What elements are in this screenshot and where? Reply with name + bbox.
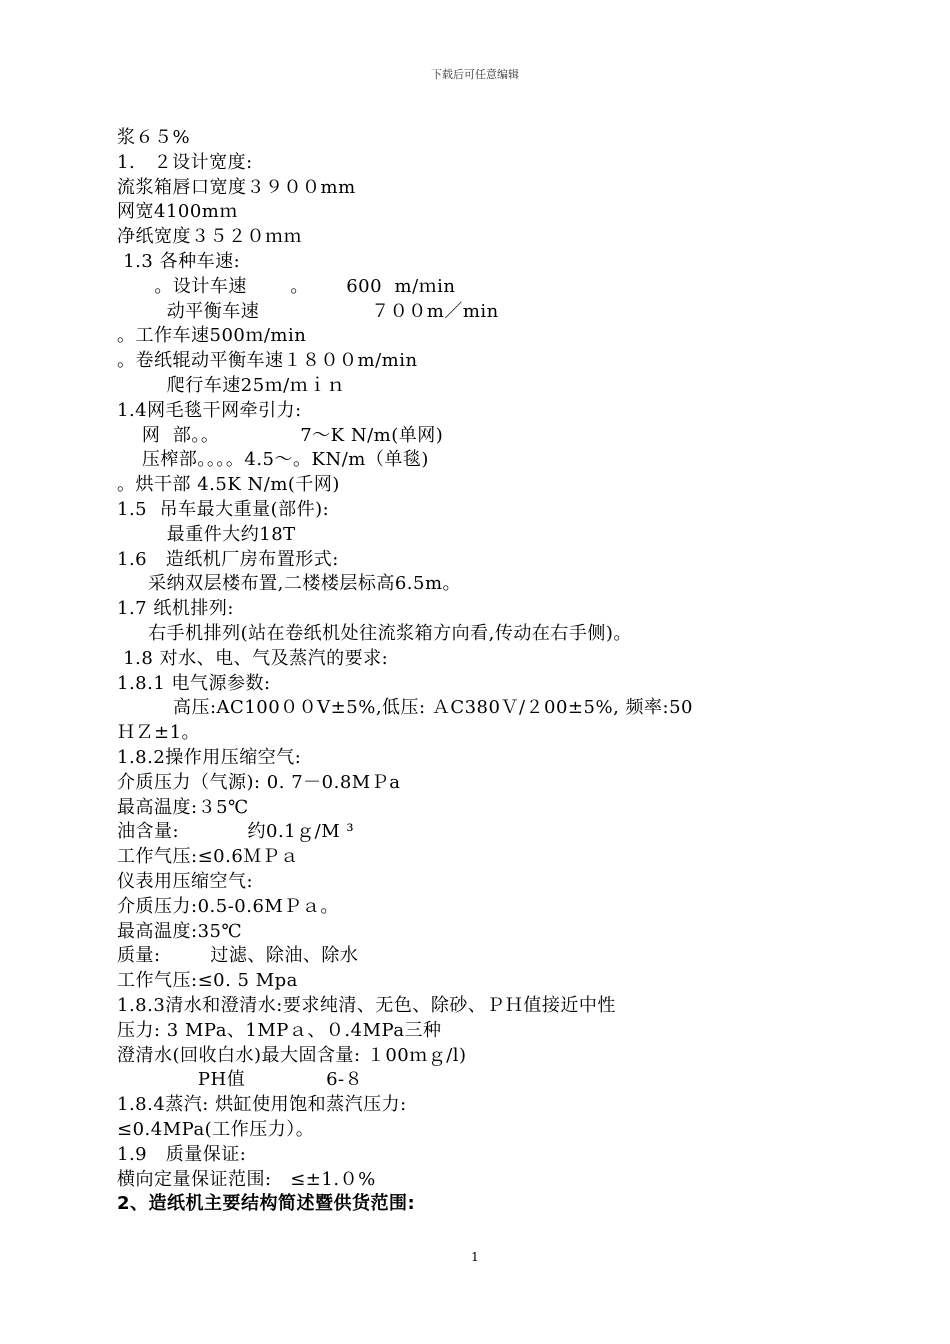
text-line: 1.5 吊车最大重量(部件): [117, 499, 330, 520]
text-line: 。工作车速500ｍ/min [117, 325, 307, 347]
section-heading: 2、造纸机主要结构简述暨供货范围: [117, 1193, 416, 1215]
text-line: 1.8.4蒸汽: 烘缸使用饱和蒸汽压力: [117, 1094, 407, 1116]
text-line: 油含量: 约0.1ｇ/M ³ [117, 821, 355, 843]
text-line: 爬行车速25ｍ/ｍｉｎ [117, 375, 346, 396]
text-line: 最高温度:35℃ [117, 920, 243, 942]
text-line: ≤0.4MPa(工作压力）。 [117, 1119, 315, 1140]
text-line: 动平衡车速 ７００m／min [117, 300, 499, 322]
text-line: 右手机排列(站在卷纸机处往流浆箱方向看,传动在右手侧)。 [117, 623, 632, 644]
text-line: 1. ２设计宽度: [117, 151, 253, 173]
text-line: 净纸宽度３５２０ｍｍ [117, 226, 302, 248]
text-line: 介质压力（气源): 0. 7－0.8MＰa [117, 771, 401, 793]
page-number: 1 [471, 1250, 479, 1264]
text-line: 1.4网毛毯干网牵引力: [117, 399, 302, 421]
page-header: 下载后可任意编辑 [431, 68, 519, 81]
text-line: 高压:AC100００V±5%,低压: ＡC380Ｖ/２00±5%, 频率:50 [117, 697, 693, 719]
text-line: 1.8.3清水和澄清水:要求纯清、无色、除砂、ＰＨ值接近中性 [117, 995, 616, 1016]
text-line: 工作气压:≤0.6ＭＰａ [117, 846, 299, 868]
text-line: ＨＺ±1。 [117, 722, 201, 744]
text-line: 横向定量保证范围: ≤±1.０% [117, 1168, 376, 1190]
text-line: 1.3 各种车速: [117, 251, 241, 272]
text-line: 。设计车速 。 600 m/ｍin [117, 275, 456, 297]
text-line: 最高温度:３5℃ [117, 796, 249, 818]
text-line: 仪表用压缩空气: [117, 871, 254, 892]
text-line: 压力: 3 MPa、1MPａ、０.4MPa三种 [117, 1019, 442, 1041]
text-line: 网宽4100mｍ [117, 201, 238, 223]
text-line: PH值 6-８ [117, 1069, 364, 1091]
text-line: 流浆箱唇口宽度３９００mm [117, 176, 356, 198]
text-line: 压榨部。。。。4.5～。KN/m（单毯) [117, 449, 429, 471]
text-line: 1.8.2操作用压缩空气: [117, 747, 302, 768]
text-line: 质量: 过滤、除油、除水 [117, 945, 359, 967]
text-line: 1.7 纸机排列: [117, 598, 234, 620]
text-line: 网 部。。 7～K N/m(单网) [117, 424, 444, 446]
text-line: 澄清水(回收白水)最大固含量: １00ｍｇ/l) [117, 1044, 467, 1066]
text-line: 工作气压:≤0. 5 Mpa [117, 970, 298, 992]
text-line: 1.8.1 电气源参数: [117, 672, 271, 694]
text-line: 。烘干部 4.5K N/m(千网) [117, 474, 340, 496]
text-line: 1.6 造纸机厂房布置形式: [117, 548, 339, 570]
text-line: 1.9 质量保证: [117, 1143, 247, 1165]
text-line: 。卷纸辊动平衡车速１８００m/min [117, 350, 418, 372]
text-line: 1.8 对水、电、气及蒸汽的要求: [117, 647, 389, 669]
text-line: 浆６５% [117, 127, 191, 148]
text-line: 介质压力:0.5-0.6MＰａ。 [117, 895, 339, 917]
text-line: 采纳双层楼布置,二楼楼层标高6.5m。 [117, 573, 462, 595]
text-line: 最重件大约18T [117, 523, 296, 545]
